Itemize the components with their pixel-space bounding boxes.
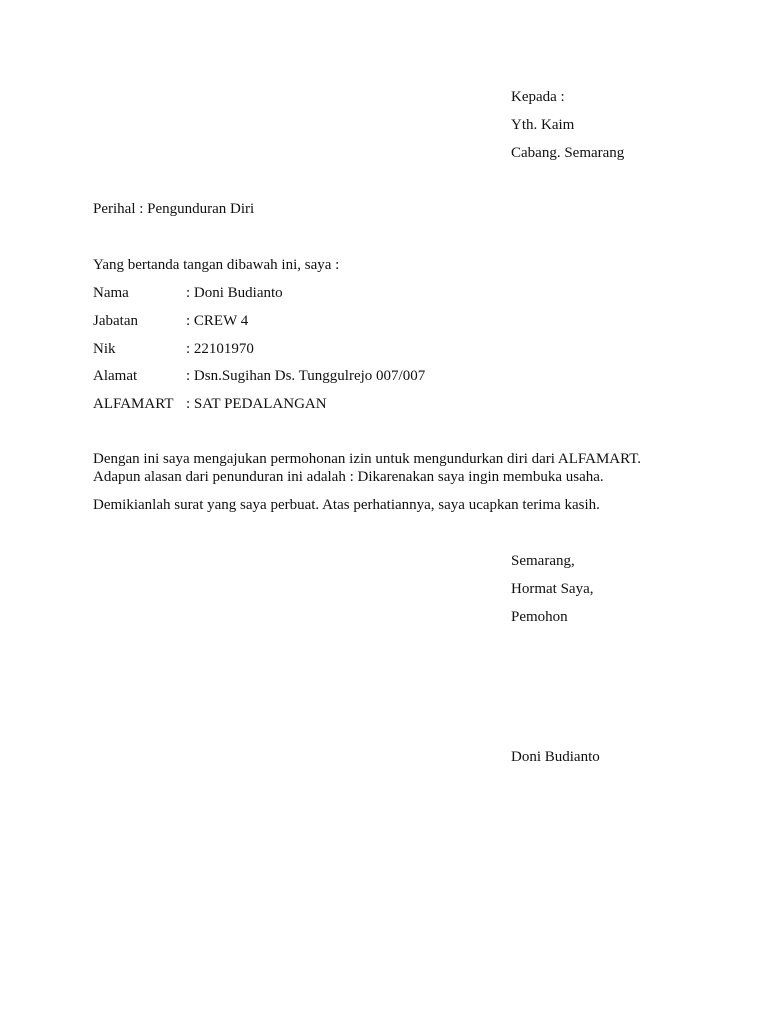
field-value: : 22101970 xyxy=(186,341,254,357)
field-value: : Doni Budianto xyxy=(186,285,283,301)
field-row-nik xyxy=(93,340,254,358)
body-line-1: Dengan ini saya mengajukan permohonan izin untuk mengundurkan diri dari ALFAMART. xyxy=(93,451,642,467)
field-row-nama xyxy=(93,284,283,302)
field-label: ALFAMART xyxy=(93,396,174,412)
recipient-name: Yth. Kaim xyxy=(511,117,575,133)
field-row-jabatan xyxy=(93,312,248,330)
field-label: Nik xyxy=(93,341,116,357)
recipient-kepada: Kepada : xyxy=(511,89,565,105)
field-row-alamat xyxy=(93,367,425,385)
body-line-2: Adapun alasan dari penunduran ini adalah : Dikarenakan saya ingin membuka usaha. xyxy=(93,469,604,485)
letter-subject: Perihal : Pengunduran Diri xyxy=(93,201,255,217)
signature-place: Semarang, xyxy=(511,553,575,569)
recipient-branch: Cabang. Semarang xyxy=(511,145,625,161)
field-label: Jabatan xyxy=(93,313,138,329)
field-value: : SAT PEDALANGAN xyxy=(186,396,327,412)
signature-name: Doni Budianto xyxy=(511,749,600,765)
letter-body xyxy=(93,450,683,486)
field-value: : Dsn.Sugihan Ds. Tunggulrejo 007/007 xyxy=(186,368,426,384)
letter-intro: Yang bertanda tangan dibawah ini, saya : xyxy=(93,257,340,273)
field-label: Nama xyxy=(93,285,129,301)
signature-regards: Hormat Saya, xyxy=(511,581,594,597)
letter-closing: Demikianlah surat yang saya perbuat. Atas perhatiannya, saya ucapkan terima kasih. xyxy=(93,497,600,513)
field-value: : CREW 4 xyxy=(186,313,249,329)
field-row-alfamart xyxy=(93,395,327,413)
signature-role: Pemohon xyxy=(511,609,568,625)
field-label: Alamat xyxy=(93,368,138,384)
